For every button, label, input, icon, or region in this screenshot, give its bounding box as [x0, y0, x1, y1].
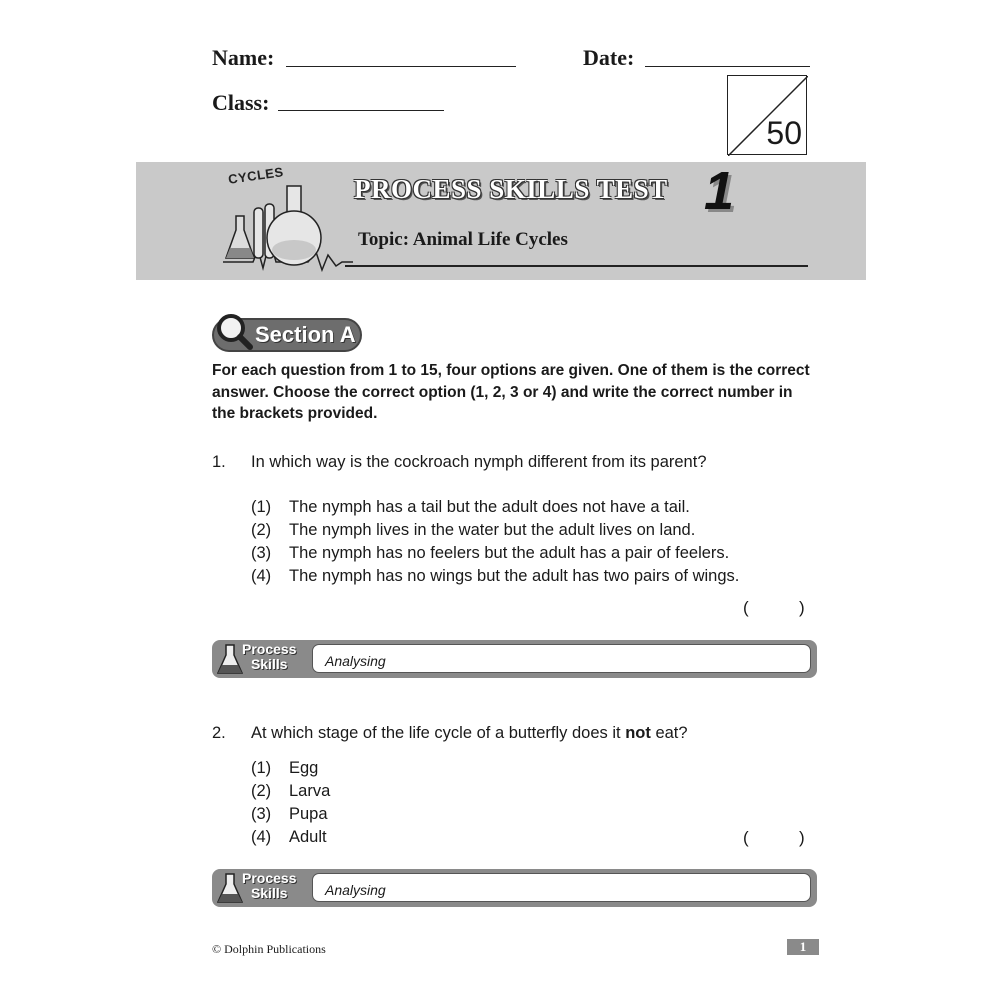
process-skills-bar [212, 640, 817, 678]
score-total: 50 [766, 115, 802, 151]
option-text: The nymph has a tail but the adult does not have a tail. [289, 498, 690, 516]
magnifier-icon [214, 311, 254, 351]
option-text: The nymph lives in the water but the adult lives on land. [289, 521, 696, 539]
section-title: Section A [255, 322, 356, 347]
name-field[interactable] [286, 66, 516, 67]
name-label: Name: [212, 45, 275, 70]
class-field[interactable] [278, 110, 444, 111]
topic-title: Topic: Animal Life Cycles [358, 229, 568, 250]
option-number: (1) [251, 498, 272, 516]
answer-bracket-close[interactable]: ) [799, 828, 805, 847]
question-text: In which way is the cockroach nymph different from its parent? [251, 453, 707, 471]
question-number: 1. [212, 453, 226, 471]
topic-underline [345, 265, 808, 267]
flask-icon [217, 872, 243, 904]
answer-bracket-open[interactable]: ( [743, 598, 749, 617]
answer-bracket-close[interactable]: ) [799, 598, 805, 617]
option-number: (2) [251, 521, 272, 539]
option-text: Larva [289, 782, 331, 800]
date-label: Date: [583, 45, 635, 70]
option-text: Egg [289, 759, 319, 777]
lab-flasks-icon [218, 170, 358, 275]
question-text: At which stage of the life cycle of a butterfly does it not eat? [251, 724, 688, 742]
test-number: 1 [704, 161, 735, 221]
skill-field [312, 873, 811, 902]
score-box[interactable] [727, 75, 807, 155]
process-skills-label: Process Skills [242, 870, 297, 901]
option-number: (1) [251, 759, 272, 777]
cycles-logo-text: CYCLES [227, 164, 285, 187]
option-text: Adult [289, 828, 327, 846]
banner-title: PROCESS SKILLS TEST [354, 174, 668, 204]
option-text: The nymph has no wings but the adult has two pairs of wings. [289, 567, 740, 585]
option-number: (3) [251, 805, 272, 823]
option-number: (3) [251, 544, 272, 562]
skill-value: Analysing [325, 653, 386, 669]
option-text: Pupa [289, 805, 328, 823]
option-number: (2) [251, 782, 272, 800]
publisher-credit: © Dolphin Publications [212, 942, 326, 956]
instructions: For each question from 1 to 15, four options are given. One of them is the correct answer. Choose the correct option (1, 2, 3 or 4) and write the correct number in the brackets provided. [212, 362, 810, 422]
process-skills-bar [212, 869, 817, 907]
flask-icon [217, 643, 243, 675]
process-skills-label: Process Skills [242, 641, 297, 672]
option-number: (4) [251, 828, 272, 846]
question-number: 2. [212, 724, 226, 742]
option-text: The nymph has no feelers but the adult has a pair of feelers. [289, 544, 730, 562]
skill-field [312, 644, 811, 673]
class-label: Class: [212, 90, 270, 115]
skill-value: Analysing [325, 882, 386, 898]
answer-bracket-open[interactable]: ( [743, 828, 749, 847]
date-field[interactable] [645, 66, 810, 67]
page-number: 1 [787, 939, 819, 955]
option-number: (4) [251, 567, 272, 585]
